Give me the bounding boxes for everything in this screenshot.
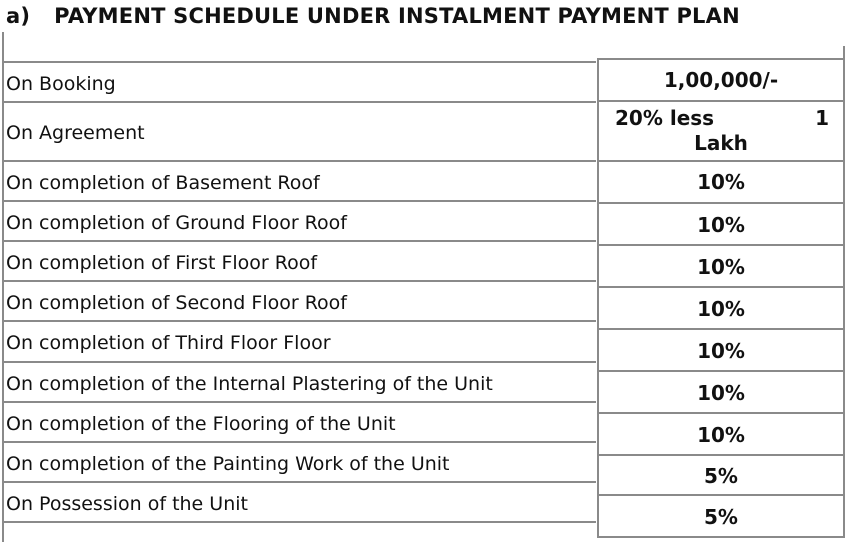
stage-column	[4, 0, 596, 542]
amount-cell: 10%	[597, 286, 845, 330]
stage-cell: On completion of Second Floor Roof	[4, 280, 596, 322]
stage-cell: On completion of Ground Floor Roof	[4, 200, 596, 242]
amount-line	[599, 106, 843, 131]
stage-cell: On Possession of the Unit	[4, 481, 596, 523]
amount-cell: 1,00,000/-	[597, 58, 845, 102]
section-title: PAYMENT SCHEDULE UNDER INSTALMENT PAYMENT PLAN	[54, 4, 740, 28]
amount-cell: 10%	[597, 412, 845, 456]
amount-line: Lakh	[694, 131, 748, 155]
stage-cell: On completion of Basement Roof	[4, 160, 596, 202]
amount-cell: 10%	[597, 370, 845, 414]
amount-cell: 10%	[597, 244, 845, 288]
amount-cell: 10%	[597, 160, 845, 204]
amount-text: 20% less	[615, 106, 715, 130]
amount-cell: 10%	[597, 328, 845, 372]
amount-cell	[597, 100, 845, 162]
amount-cell: 5%	[597, 454, 845, 496]
stage-cell: On completion of the Internal Plastering of the Unit	[4, 361, 596, 403]
section-marker: a)	[6, 4, 31, 28]
amount-column	[597, 0, 845, 542]
amount-text: 1	[815, 106, 829, 130]
stage-cell: On completion of Third Floor Floor	[4, 320, 596, 362]
stage-cell: On Booking	[4, 61, 596, 103]
stage-cell: On completion of the Flooring of the Unit	[4, 401, 596, 443]
amount-cell: 5%	[597, 494, 845, 538]
amount-cell: 10%	[597, 202, 845, 246]
stage-cell: On Agreement	[4, 101, 596, 161]
stage-cell: On completion of First Floor Roof	[4, 240, 596, 282]
stage-cell: On completion of the Painting Work of the Unit	[4, 441, 596, 483]
